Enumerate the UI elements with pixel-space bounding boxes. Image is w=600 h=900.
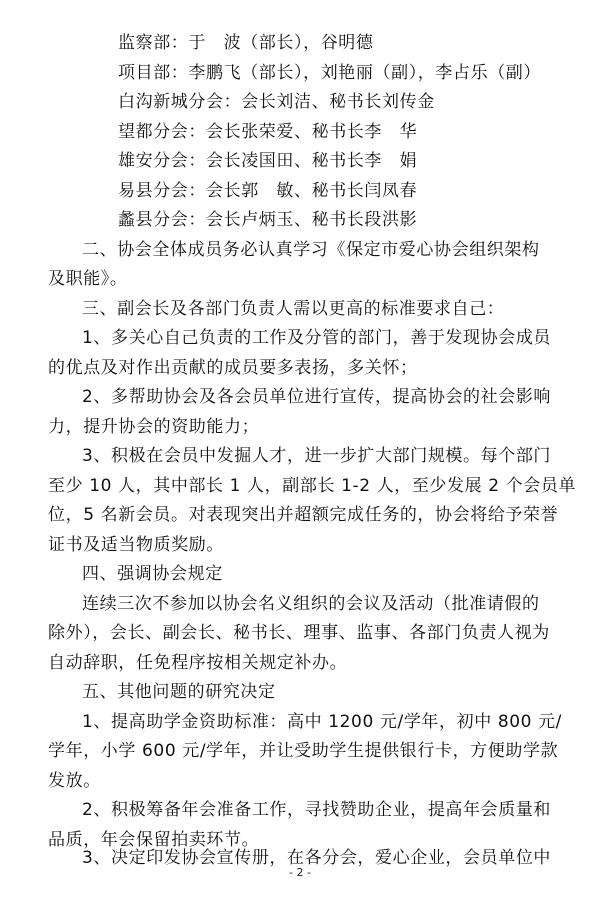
section5-item1-line2: 学年，小学 600 元/学年，并让受助学生提供银行卡，方便助学款 — [48, 741, 559, 761]
roster-baigou-branch: 白沟新城分会：会长刘洁、秘书长刘传金 — [118, 92, 435, 112]
section3-item3-line2: 至少 10 人，其中部长 1 人，副部长 1-2 人，至少发展 2 个会员单 — [48, 476, 577, 496]
roster-project-dept: 项目部：李鹏飞（部长），刘艳丽（副），李占乐（副） — [118, 63, 541, 83]
roster-lixian-branch: 蠡县分会：会长卢炳玉、秘书长段洪影 — [118, 210, 418, 230]
section5-item2-line1: 2、积极筹备年会准备工作，寻找赞助企业，提高年会质量和 — [82, 800, 552, 820]
section2-line1: 二、协会全体成员务必认真学习《保定市爱心协会组织架构 — [82, 240, 540, 260]
section5-item1-line3: 发放。 — [48, 771, 101, 791]
roster-wangdu-branch: 望都分会：会长张荣爱、秘书长李 华 — [118, 122, 418, 142]
section3-item3-line3: 位，5 名新会员。对表现突出并超额完成任务的，协会将给予荣誉 — [48, 505, 559, 525]
section4-body-line3: 自动辞职，任免程序按相关规定补办。 — [48, 653, 348, 673]
page-number: - 2 - — [289, 866, 311, 879]
section3-item2-line1: 2、多帮助协会及各会员单位进行宣传，提高协会的社会影响 — [82, 387, 552, 407]
section5-item3-line1: 3、决定印发协会宣传册，在各分会，爱心企业，会员单位中 — [82, 848, 552, 868]
section3-item2-line2: 力，提升协会的资助能力； — [48, 417, 260, 437]
roster-xiongan-branch: 雄安分会：会长凌国田、秘书长李 娟 — [118, 151, 418, 171]
roster-supervision-dept: 监察部：于 波（部长），谷明德 — [118, 33, 374, 53]
section5-item2-line2: 品质，年会保留拍卖环节。 — [48, 830, 260, 850]
section5-heading: 五、其他问题的研究决定 — [82, 682, 276, 702]
section3-item3-line4: 证书及适当物质奖励。 — [48, 535, 224, 555]
roster-yixian-branch: 易县分会：会长郭 敏、秘书长闫凤春 — [118, 181, 418, 201]
section4-heading: 四、强调协会规定 — [82, 564, 223, 584]
section3-heading: 三、副会长及各部门负责人需以更高的标准要求自己： — [82, 299, 505, 319]
section2-line2: 及职能》。 — [48, 269, 128, 289]
section3-item1-line2: 的优点及对作出贡献的成员要多表扬，多关怀； — [48, 358, 418, 378]
section4-body-line2: 除外），会长、副会长、秘书长、理事、监事、各部门负责人视为 — [48, 623, 550, 643]
section3-item1-line1: 1、多关心自己负责的工作及分管的部门，善于发现协会成员 — [82, 328, 552, 348]
section5-item1-line1: 1、提高助学金资助标准：高中 1200 元/学年，初中 800 元/ — [82, 712, 562, 732]
section3-item3-line1: 3、积极在会员中发掘人才，进一步扩大部门规模。每个部门 — [82, 446, 552, 466]
section4-body-line1: 连续三次不参加以协会名义组织的会议及活动（批准请假的 — [82, 594, 540, 614]
